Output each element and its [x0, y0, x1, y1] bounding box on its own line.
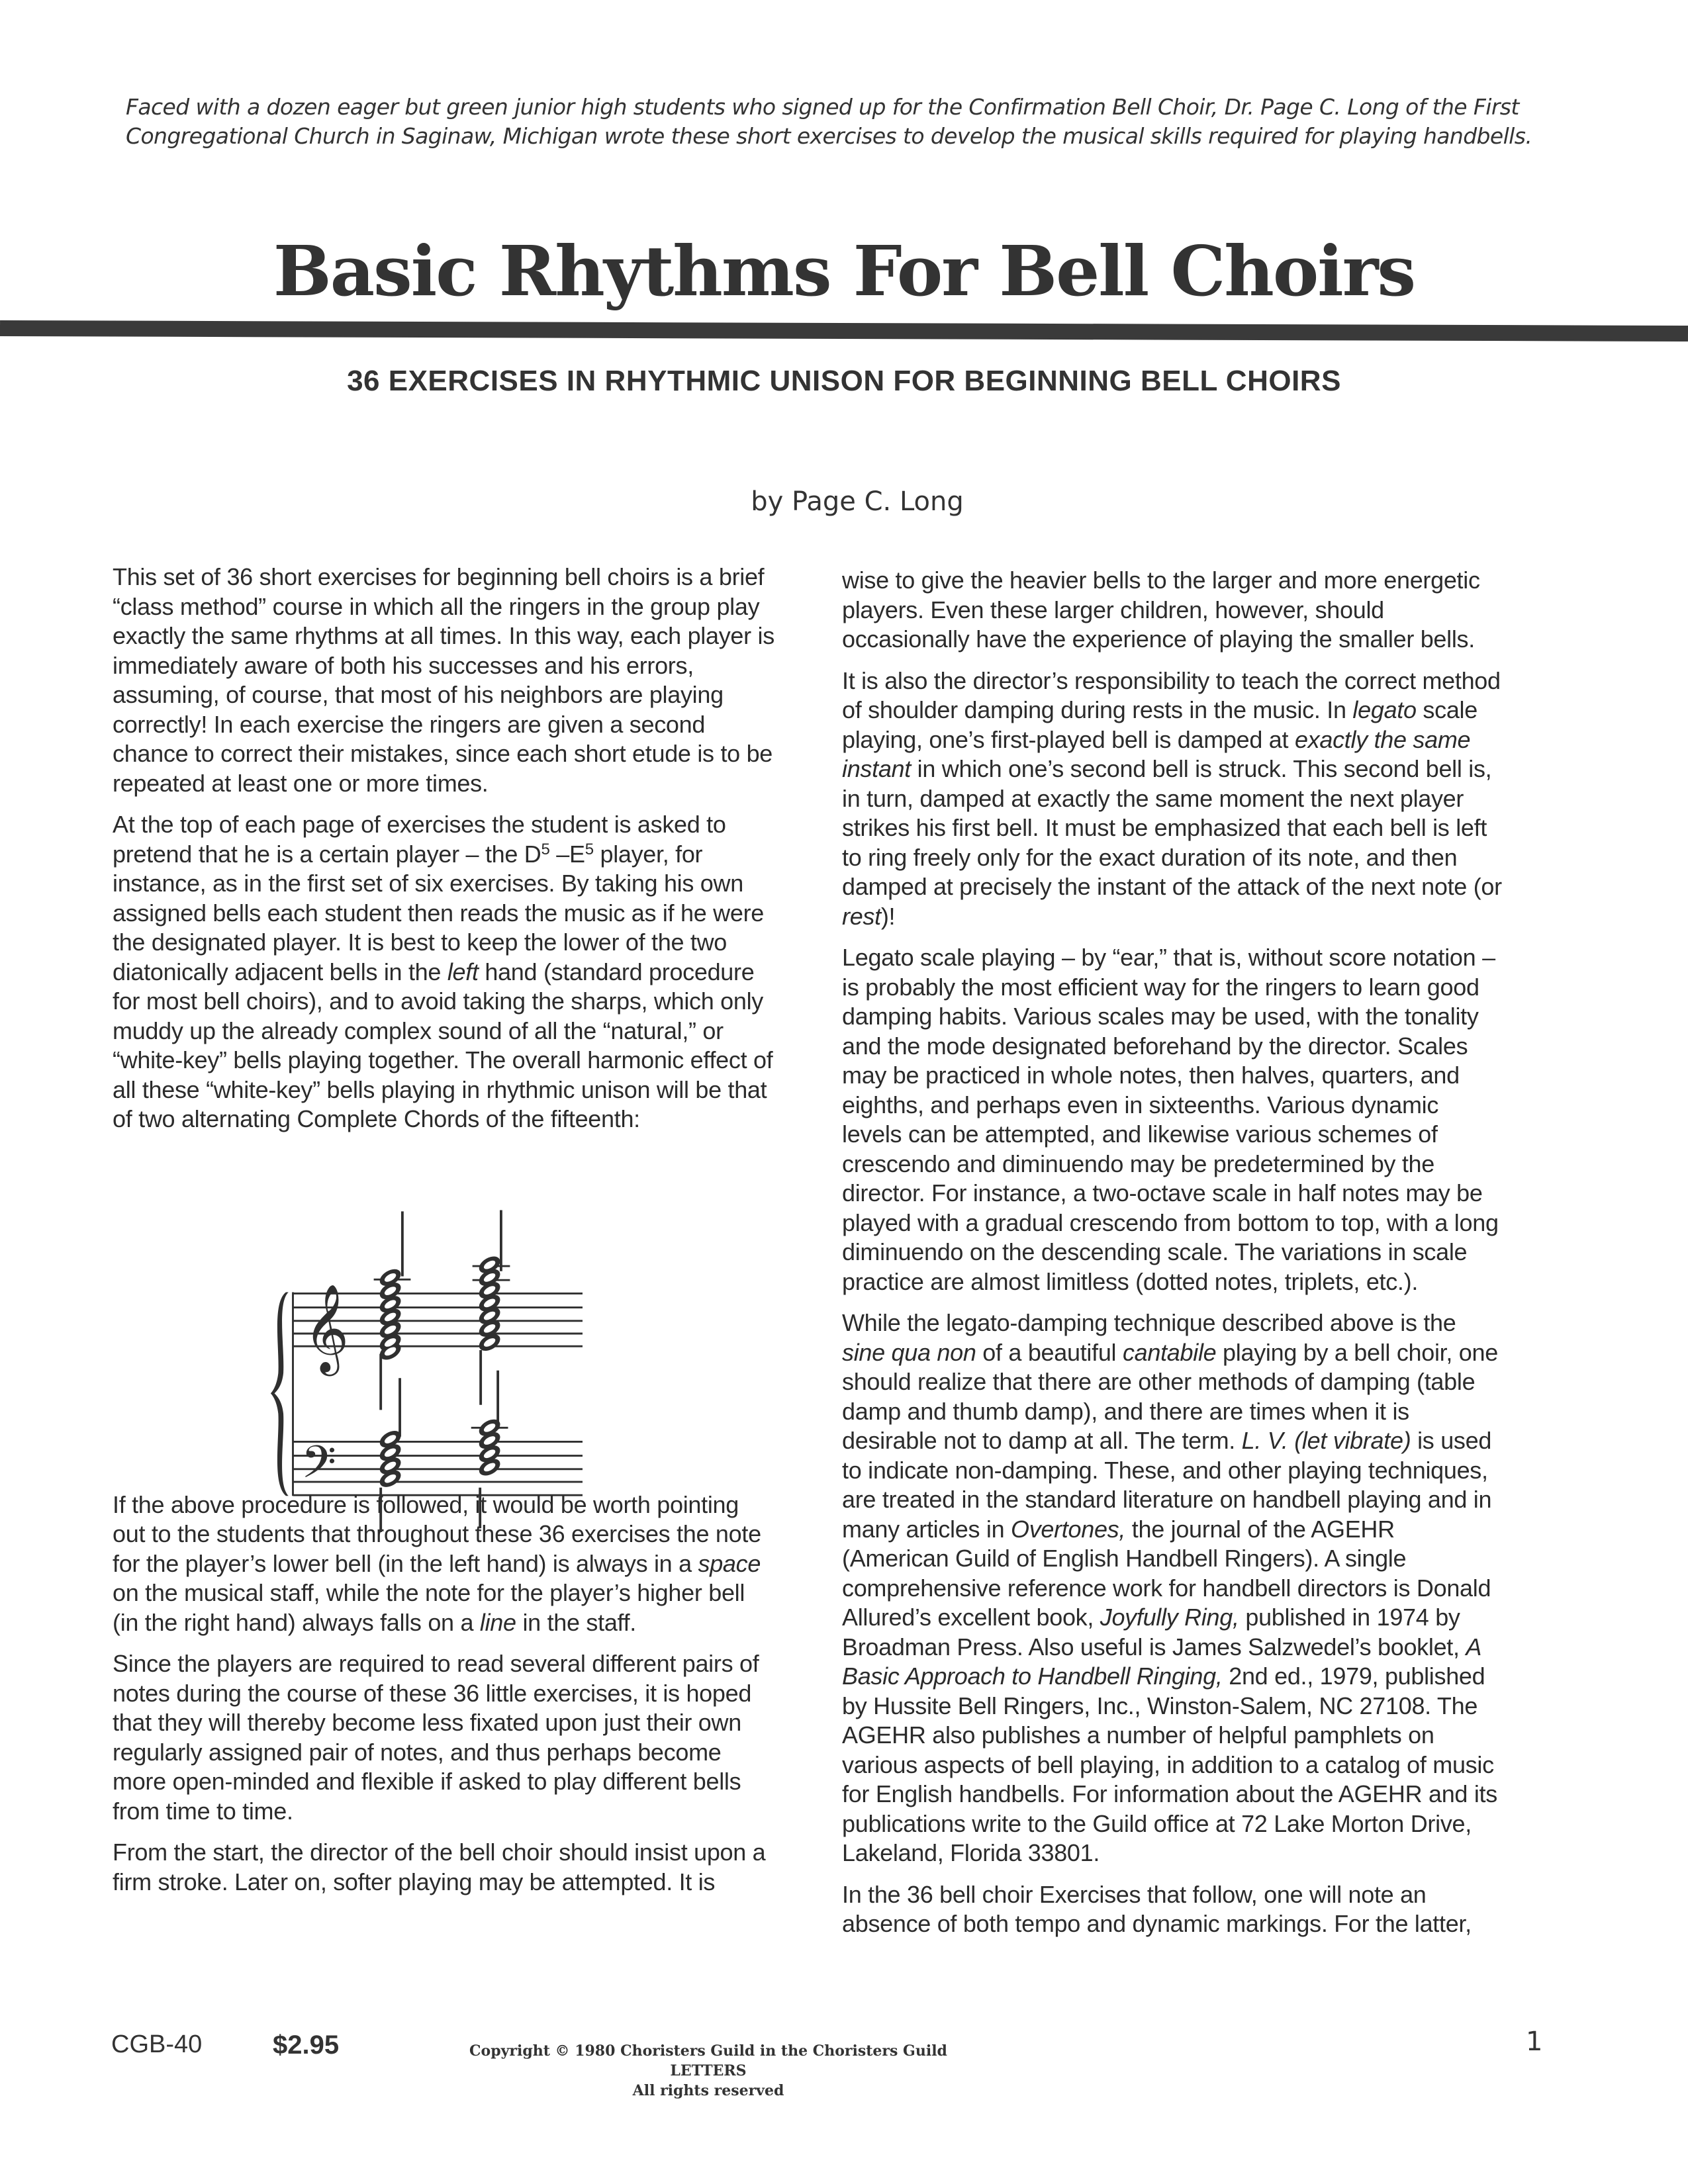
- emphasis: Joyfully Ring,: [1100, 1604, 1239, 1631]
- text: player, for instance, as in the first set of six exercises. By taking his own assigned bells each student then reads the music as if he were the designated player. It is best to keep the lower of the two diatonically adjacent bells in the: [113, 840, 764, 985]
- paragraph: Legato scale playing – by “ear,” that is, without score notation – is probably the most efficient way for the ringers to learn good damping habits. Various scales may be used, with the tonality and the mode designated beforehand by the director. Scales may be practiced in whole notes, then halves, quarters, and eighths, and perhaps even in sixteenths. Various dynamic levels can be attempted, and likewise various schemes of crescendo and diminuendo may be predetermined by the director. For instance, a two-octave scale in half notes may be played with a gradual crescendo from bottom to top, with a long diminuendo on the descending scale. The variations in scale practice are almost limitless (dotted notes, triplets, etc.).: [842, 944, 1499, 1295]
- music-example-grand-staff: [252, 1198, 583, 1535]
- brace-icon: [271, 1293, 289, 1496]
- rights-line: All rights reserved: [632, 2082, 784, 2099]
- page-title: Basic Rhythms For Bell Choirs: [273, 230, 1415, 312]
- author-byline: by Page C. Long: [751, 486, 964, 517]
- text: of a beautiful: [976, 1338, 1123, 1366]
- superscript: 5: [541, 840, 550, 858]
- text: in the staff.: [516, 1608, 636, 1636]
- paragraph: [842, 666, 1504, 932]
- text: scale playing, one’s first-played bell is damped at: [842, 696, 1477, 753]
- text: If the above procedure is followed, it would be worth pointing out to the students that throughout these 36 exercises the note for the player’s lower bell (in the left hand) is always in a: [113, 1490, 761, 1577]
- emphasis: line: [479, 1608, 516, 1636]
- text: 2nd ed., 1979, published by Hussite Bell Ringers, Inc., Winston-Salem, NC 27108. The AGEHR also publishes a number of helpful pamphlets on various aspects of bell playing, in addition to a catalog of music for English handbells. For information about the AGEHR and its publications write to the Guild office at 72 Lake Morton Drive, Lakeland, Florida 33801.: [842, 1662, 1497, 1866]
- emphasis: rest: [842, 902, 881, 930]
- emphasis: cantabile: [1122, 1338, 1217, 1366]
- text: on the musical staff, while the note for the player’s higher bell (in the right hand) always falls on a: [113, 1579, 745, 1636]
- text: –E: [549, 840, 585, 868]
- page-number: 1: [1526, 2026, 1543, 2057]
- paragraph: This set of 36 short exercises for beginning bell choirs is a brief “class method” course in which all the ringers in the group play exactly the same rhythms at all times. In this way, each player is immediately aware of both his successes and his errors, assuming, of course, that most of his neighbors are playing correctly! In each exercise the ringers are given a second chance to correct their mistakes, since each short etude is to be repeated at least one or more times.: [113, 563, 774, 797]
- right-column: [842, 566, 1504, 1951]
- intro-blurb: Faced with a dozen eager but green junior high students who signed up for the Confirmation Bell Choir, Dr. Page C. Long of the First Congregational Church in Saginaw, Michigan wrote these short exercises to develop the musical skills required for playing handbells.: [126, 94, 1532, 149]
- paragraph: [113, 810, 774, 1134]
- text: published in 1974 by Broadman Press. Also useful is James Salzwedel’s booklet,: [842, 1604, 1466, 1661]
- emphasis: Overtones,: [1011, 1515, 1126, 1543]
- paragraph: From the start, the director of the bell choir should insist upon a firm stroke. Later on, softer playing may be attempted. It is: [113, 1839, 766, 1895]
- text: playing by a bell choir, one should realize that there are other methods of damping (table damp and thumb damp), and there are times when it is desirable not to damp at all. The term.: [842, 1338, 1498, 1454]
- text: At the top of each page of exercises the student is asked to pretend that he is a certain player – the D: [113, 811, 726, 868]
- paragraph: [842, 1308, 1504, 1868]
- text: the journal of the AGEHR (American Guild of English Handbell Ringers). A single comprehensive reference work for handbell directors is Donald Allured’s excellent book,: [842, 1515, 1491, 1631]
- page-subtitle: 36 EXERCISES IN RHYTHMIC UNISON FOR BEGINNING BELL CHOIRS: [347, 365, 1341, 397]
- title-rule-divider: [0, 320, 1688, 341]
- superscript: 5: [585, 840, 594, 858]
- paragraph: Since the players are required to read several different pairs of notes during the course of these 36 little exercises, it is hoped that they will thereby become less fixated upon just their own regularly assigned pair of notes, and thus perhaps become more open-minded and flexible if asked to play different bells from time to time.: [113, 1650, 759, 1825]
- emphasis: space: [698, 1549, 761, 1577]
- text: While the legato-damping technique described above is the: [842, 1309, 1456, 1336]
- copyright-notice: [463, 2041, 953, 2101]
- copyright-line: Copyright © 1980 Choristers Guild in the Choristers Guild LETTERS: [469, 2042, 947, 2079]
- paragraph: wise to give the heavier bells to the larger and more energetic players. Even these larger children, however, should occasionally have the experience of playing the smaller bells.: [842, 567, 1480, 653]
- text: It is also the director’s responsibility to teach the correct method of shoulder damping during rests in the music. In: [842, 666, 1501, 723]
- emphasis: left: [447, 958, 479, 985]
- treble-clef-icon: 𝄞: [303, 1283, 350, 1373]
- paragraph: In the 36 bell choir Exercises that follow, one will note an absence of both tempo and dynamic markings. For the latter,: [842, 1880, 1472, 1937]
- bass-clef-icon: 𝄢: [301, 1435, 337, 1500]
- text: hand (standard procedure for most bell choirs), and to avoid taking the sharps, which only muddy up the already complex sound of all the “natural,” or “white-key” bells playing together. The overall harmonic effect of all these “white-key” bells playing in rhythmic unison will be that of two alternating Complete Chords of the fifteenth:: [113, 958, 773, 1132]
- emphasis: sine qua non: [842, 1338, 976, 1366]
- price: $2.95: [273, 2030, 340, 2060]
- text: )!: [880, 902, 896, 930]
- text: in which one’s second bell is struck. This second bell is, in turn, damped at exactly the same moment the next player strikes his first bell. It must be emphasized that each bell is left to ring freely only for the exact duration of its note, and then damped at precisely the instant of the attack of the next note (or: [842, 755, 1502, 900]
- emphasis: L. V. (let vibrate): [1241, 1427, 1411, 1454]
- emphasis: exactly the same instant: [842, 725, 1471, 782]
- catalog-code: CGB-40: [111, 2030, 203, 2058]
- emphasis: A Basic Approach to Handbell Ringing,: [842, 1633, 1481, 1690]
- text: is used to indicate non-damping. These, and other playing techniques, are treated in the standard literature on handbell playing and in many articles in: [842, 1427, 1492, 1543]
- emphasis: legato: [1352, 696, 1417, 723]
